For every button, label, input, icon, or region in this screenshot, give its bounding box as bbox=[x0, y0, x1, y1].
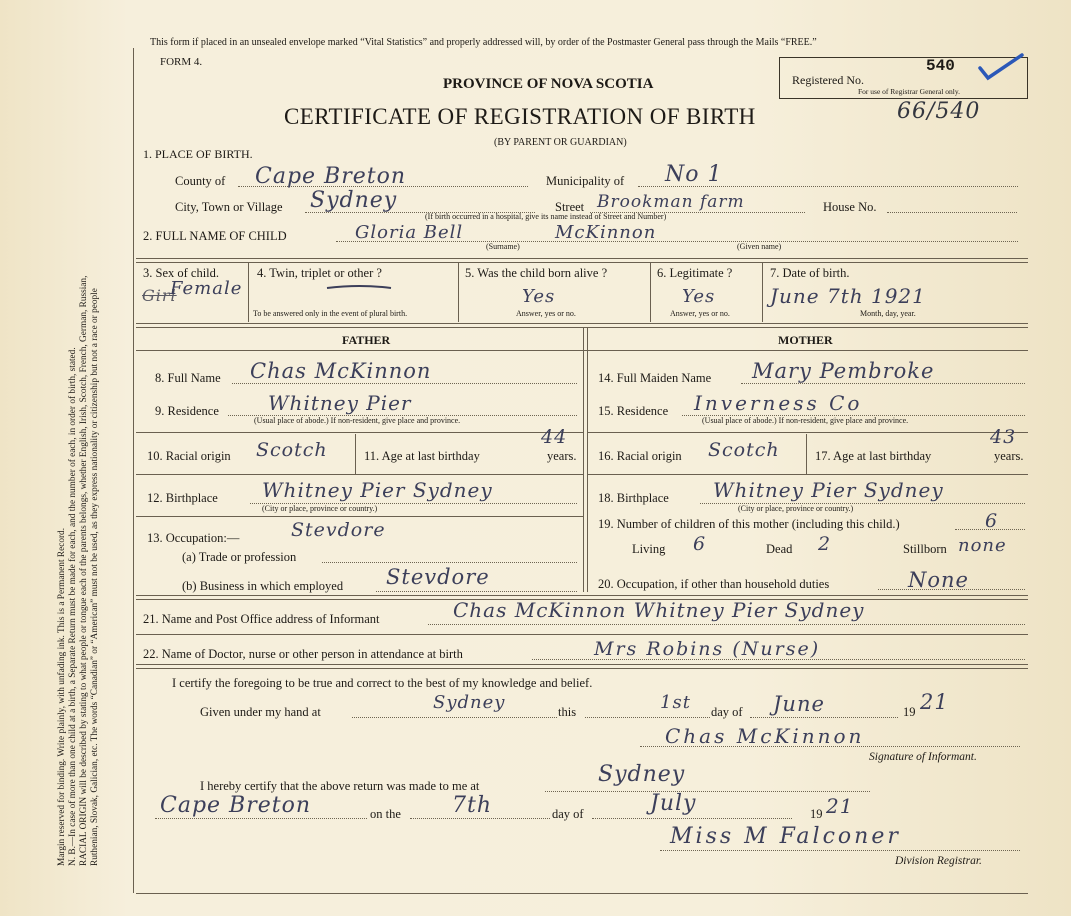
certify-year-value: 21 bbox=[920, 690, 949, 714]
given-place-value: Sydney bbox=[433, 692, 506, 713]
surname-caption: (Surname) bbox=[486, 242, 520, 251]
father-birthplace-label: 12. Birthplace bbox=[147, 491, 218, 505]
father-abode-note: (Usual place of abode.) If non-resident, give place and province. bbox=[254, 416, 461, 425]
registrar-signature-line bbox=[660, 850, 1020, 851]
birth-date-note: Month, day, year. bbox=[860, 309, 916, 318]
bottom-rule bbox=[136, 893, 1028, 894]
registrar-day-value: 7th bbox=[452, 793, 493, 818]
check-mark-icon bbox=[978, 52, 1026, 82]
business-line bbox=[376, 591, 577, 592]
alive-label: 5. Was the child born alive ? bbox=[465, 266, 608, 280]
certify-day-label: day of bbox=[711, 705, 743, 719]
given-under-label: Given under my hand at bbox=[200, 705, 321, 719]
mother-residence-label: 15. Residence bbox=[598, 404, 669, 418]
father-racial-label: 10. Racial origin bbox=[147, 449, 231, 463]
registrar-place-line bbox=[545, 791, 870, 792]
father-heading: FATHER bbox=[342, 333, 391, 347]
column-rule bbox=[458, 262, 459, 322]
municipality-value: No 1 bbox=[665, 162, 723, 187]
certify-text: I certify the foregoing to be true and correct to the best of my knowledge and belief. bbox=[172, 676, 593, 690]
mother-birthplace-value: Whitney Pier Sydney bbox=[713, 478, 944, 502]
father-occupation-value: Stevdore bbox=[291, 519, 386, 541]
registrar-on-the: on the bbox=[370, 807, 401, 821]
registrar-year-value: 21 bbox=[826, 794, 854, 818]
parents-divider bbox=[583, 328, 588, 592]
father-residence-label: 9. Residence bbox=[155, 404, 219, 418]
business-value: Stevdore bbox=[386, 565, 490, 589]
street-value: Brookman farm bbox=[597, 192, 745, 212]
certify-day-line bbox=[585, 717, 710, 718]
margin-note-line: Ruthenian, Slovak, Galician, etc. The words “Canadian” or “American” must not be used, as they express nationality or citizenship but not a race or people bbox=[90, 288, 100, 866]
row-rule bbox=[136, 516, 583, 517]
row-rule bbox=[136, 258, 1028, 263]
row-rule bbox=[136, 350, 1028, 351]
certify-day-value: 1st bbox=[660, 692, 691, 713]
certify-month-line bbox=[750, 717, 898, 718]
father-years-label: years. bbox=[547, 449, 577, 463]
dead-label: Dead bbox=[766, 542, 793, 556]
father-age-value: 44 bbox=[541, 426, 568, 448]
registrar-year-prefix: 19 bbox=[810, 807, 823, 821]
trade-line bbox=[322, 562, 577, 563]
margin-note-line: RACIAL ORIGIN will be described by stating to what people or tongue each of the parents belongs, whether English, Irish, Scotch, French, German, Russian, bbox=[79, 275, 89, 866]
column-rule bbox=[355, 434, 356, 474]
children-count-label: 19. Number of children of this mother (including this child.) bbox=[598, 517, 900, 531]
living-label: Living bbox=[632, 542, 666, 556]
mother-racial-value: Scotch bbox=[708, 439, 780, 461]
row-rule bbox=[136, 474, 583, 475]
informant-line bbox=[428, 624, 1025, 625]
father-birthplace-note: (City or place, province or country.) bbox=[262, 504, 378, 513]
certificate-subtitle: (BY PARENT OR GUARDIAN) bbox=[494, 137, 627, 148]
birth-date-value: June 7th 1921 bbox=[770, 284, 926, 308]
informant-signature: Chas McKinnon bbox=[665, 724, 865, 748]
mother-name-label: 14. Full Maiden Name bbox=[598, 371, 712, 385]
mother-name-value: Mary Pembroke bbox=[752, 359, 935, 383]
alive-value: Yes bbox=[522, 286, 556, 307]
street-label: Street bbox=[555, 200, 585, 214]
mother-heading: MOTHER bbox=[778, 333, 833, 347]
province-heading: PROVINCE OF NOVA SCOTIA bbox=[443, 76, 654, 92]
house-line bbox=[887, 212, 1017, 213]
house-label: House No. bbox=[823, 200, 877, 214]
father-racial-value: Scotch bbox=[256, 439, 328, 461]
registrar-text: I hereby certify that the above return was made to me at bbox=[200, 779, 480, 793]
row-rule bbox=[588, 432, 1028, 433]
form-number: FORM 4. bbox=[160, 56, 203, 68]
registrar-use-note: For use of Registrar General only. bbox=[858, 87, 960, 96]
informant-signature-label: Signature of Informant. bbox=[869, 751, 977, 763]
row-rule bbox=[136, 323, 1028, 328]
margin-instructions bbox=[57, 36, 101, 866]
child-surname: McKinnon bbox=[555, 222, 657, 243]
dead-value: 2 bbox=[818, 533, 832, 555]
registrar-day-of: day of bbox=[552, 807, 584, 821]
father-occupation-label: 13. Occupation:— bbox=[147, 531, 240, 545]
given-name-caption: (Given name) bbox=[737, 242, 782, 251]
mother-name-line bbox=[741, 383, 1025, 384]
registrar-day-line bbox=[410, 818, 550, 819]
frame-left-rule bbox=[133, 48, 134, 893]
children-count-value: 6 bbox=[985, 510, 999, 532]
sex-value: Female bbox=[170, 278, 243, 299]
column-rule bbox=[248, 262, 249, 322]
mother-years-label: years. bbox=[994, 449, 1024, 463]
registrar-title: Division Registrar. bbox=[895, 855, 982, 867]
given-place-line bbox=[352, 717, 557, 718]
this-label: this bbox=[558, 705, 577, 719]
child-name-label: 2. FULL NAME OF CHILD bbox=[143, 229, 287, 243]
mother-residence-value: Inverness Co bbox=[694, 391, 863, 415]
column-rule bbox=[806, 434, 807, 474]
sex-label: 3. Sex of child. bbox=[143, 266, 220, 280]
certify-month-value: June bbox=[773, 692, 825, 716]
twin-label: 4. Twin, triplet or other ? bbox=[257, 266, 382, 280]
father-name-line bbox=[232, 383, 577, 384]
alive-answer-note: Answer, yes or no. bbox=[516, 309, 576, 318]
attendant-label: 22. Name of Doctor, nurse or other person in attendance at birth bbox=[143, 647, 463, 661]
birth-date-label: 7. Date of birth. bbox=[770, 266, 850, 280]
registrar-month-line bbox=[592, 818, 792, 819]
mother-racial-label: 16. Racial origin bbox=[598, 449, 682, 463]
business-label: (b) Business in which employed bbox=[182, 579, 344, 593]
father-name-label: 8. Full Name bbox=[155, 371, 221, 385]
row-rule bbox=[136, 432, 583, 433]
father-name-value: Chas McKinnon bbox=[250, 359, 432, 383]
mother-occupation-label: 20. Occupation, if other than household duties bbox=[598, 577, 830, 591]
legitimate-answer-note: Answer, yes or no. bbox=[670, 309, 730, 318]
registered-value: 540 bbox=[926, 57, 955, 75]
mother-birthplace-label: 18. Birthplace bbox=[598, 491, 669, 505]
registrar-place-value: Sydney bbox=[598, 762, 686, 787]
stillborn-value: none bbox=[958, 535, 1007, 556]
column-rule bbox=[650, 262, 651, 322]
mother-occupation-value: None bbox=[908, 568, 969, 592]
row-rule bbox=[136, 634, 1028, 635]
twin-dash-mark bbox=[325, 282, 395, 292]
legitimate-label: 6. Legitimate ? bbox=[657, 266, 733, 280]
place-of-birth-label: 1. PLACE OF BIRTH. bbox=[143, 147, 253, 161]
county-label: County of bbox=[175, 174, 226, 188]
living-value: 6 bbox=[693, 533, 707, 555]
registered-label: Registered No. bbox=[792, 73, 864, 87]
row-rule bbox=[136, 664, 1028, 669]
father-age-label: 11. Age at last birthday bbox=[364, 449, 480, 463]
mother-age-value: 43 bbox=[990, 426, 1017, 448]
margin-note-line: Margin reserved for binding. Write plainly, with unfading ink. This is a Permanent Record. bbox=[57, 527, 67, 866]
twin-note: To be answered only in the event of plural birth. bbox=[253, 309, 408, 318]
registrar-month-value: July bbox=[650, 791, 697, 816]
mother-age-label: 17. Age at last birthday bbox=[815, 449, 932, 463]
county-value: Cape Breton bbox=[255, 164, 407, 189]
municipality-label: Municipality of bbox=[546, 174, 625, 188]
mother-abode-note: (Usual place of abode.) If non-resident, give place and province. bbox=[702, 416, 909, 425]
hospital-note: (If birth occurred in a hospital, give its name instead of Street and Number) bbox=[425, 212, 667, 221]
city-label: City, Town or Village bbox=[175, 200, 283, 214]
certificate-title: CERTIFICATE OF REGISTRATION OF BIRTH bbox=[284, 104, 756, 129]
margin-note-line: N. B.—In case of more than one child at a birth, a Separate Return must be made for each, and the number of each, in order of birth, stated. bbox=[68, 347, 78, 866]
child-given-name: Gloria Bell bbox=[355, 222, 464, 243]
trade-label: (a) Trade or profession bbox=[182, 550, 297, 564]
certificate-number: 66/540 bbox=[897, 99, 981, 124]
informant-label: 21. Name and Post Office address of Informant bbox=[143, 612, 380, 626]
sex-struck: Girl bbox=[142, 286, 177, 305]
father-birthplace-value: Whitney Pier Sydney bbox=[262, 478, 493, 502]
registrar-signature: Miss M Falconer bbox=[670, 824, 901, 849]
registrar-county-line bbox=[155, 818, 367, 819]
row-rule bbox=[588, 474, 1028, 475]
attendant-value: Mrs Robins (Nurse) bbox=[594, 638, 821, 660]
mother-birthplace-note: (City or place, province or country.) bbox=[738, 504, 854, 513]
stillborn-label: Stillborn bbox=[903, 542, 947, 556]
mail-notice: This form if placed in an unsealed envelope marked “Vital Statistics” and properly addressed will, by order of the Postmaster General pass through the Mails “FREE.” bbox=[150, 37, 817, 48]
certify-year-prefix: 19 bbox=[903, 705, 916, 719]
registrar-county-value: Cape Breton bbox=[160, 793, 312, 818]
father-residence-value: Whitney Pier bbox=[268, 391, 412, 415]
legitimate-value: Yes bbox=[682, 286, 716, 307]
city-value: Sydney bbox=[310, 188, 398, 213]
column-rule bbox=[762, 262, 763, 322]
informant-value: Chas McKinnon Whitney Pier Sydney bbox=[453, 598, 865, 622]
